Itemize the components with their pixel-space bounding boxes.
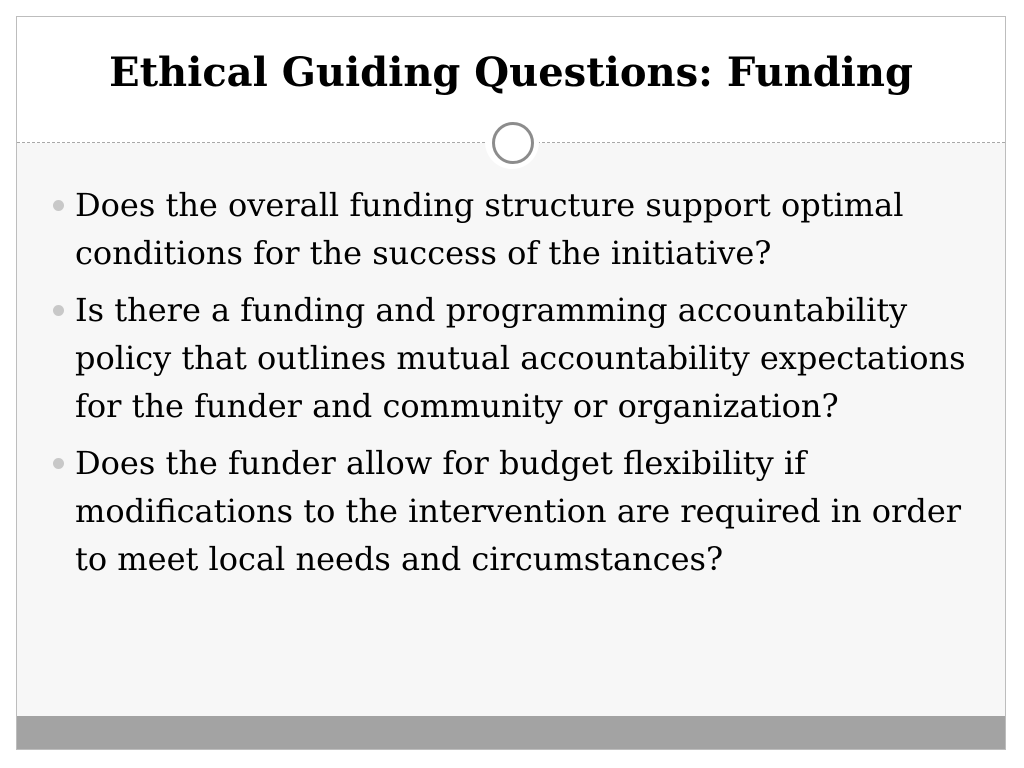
bullet-dot-icon	[53, 458, 64, 469]
bullet-list	[53, 181, 983, 592]
slide	[16, 16, 1006, 750]
circle-ornament-icon	[485, 115, 539, 169]
ornament-ring	[492, 122, 534, 164]
bullet-text: Does the funder allow for budget flexibility if modifications to the intervention are required in order to meet local needs and circumstances?	[75, 444, 962, 578]
slide-title: Ethical Guiding Questions: Funding	[109, 49, 913, 96]
footer-bar	[17, 716, 1005, 750]
bullet-text: Is there a funding and programming accountability policy that outlines mutual accountability expectations for the funder and community or organization?	[75, 291, 966, 425]
bullet-item	[53, 181, 983, 277]
bullet-dot-icon	[53, 305, 64, 316]
bullet-dot-icon	[53, 200, 64, 211]
bullet-item	[53, 439, 983, 583]
bullet-text: Does the overall funding structure support optimal conditions for the success of the initiative?	[75, 186, 904, 272]
bullet-item	[53, 286, 983, 430]
